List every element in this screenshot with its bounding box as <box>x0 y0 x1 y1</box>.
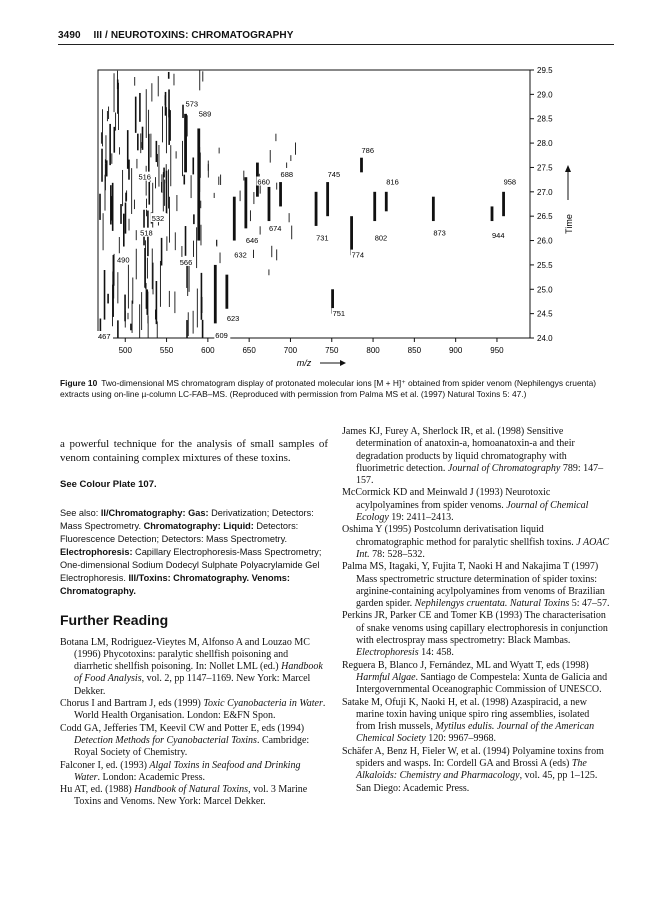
reference-details: . London: Academic Press. <box>97 771 206 783</box>
running-title: III / NEUROTOXINS: CHROMATOGRAPHY <box>93 30 294 41</box>
peak-label: 518 <box>140 228 153 238</box>
ion-spot <box>350 216 353 255</box>
ion-spot <box>432 197 435 221</box>
reference-item <box>60 760 328 785</box>
ion-spot <box>502 192 505 216</box>
reference-item <box>342 610 610 659</box>
reference-details: . Santiago de Compestela: Xunta de Galicia and Intergovernmental Oceanographic Commission of UNESCO. <box>356 671 608 696</box>
y-tick-label: 26.5 <box>537 212 553 222</box>
reference-details: 120: 9967–9968. <box>425 733 496 745</box>
y-tick-label: 28.0 <box>537 139 553 149</box>
ion-spot <box>233 197 236 241</box>
peak-label: 516 <box>138 172 151 182</box>
peak-label: 816 <box>386 177 399 187</box>
peak-label: 589 <box>198 109 212 119</box>
right-column <box>342 426 610 795</box>
see-also-link-electrophoresis[interactable]: Electrophoresis: <box>60 547 133 558</box>
reference-details: 19: 2411–2413. <box>388 512 454 524</box>
x-tick-label: 750 <box>325 346 339 355</box>
reference-item <box>342 426 610 487</box>
intro-paragraph: a powerful technique for the analysis of small samples of venom containing complex mixtures of these toxins. <box>60 438 328 464</box>
x-tick-label: 550 <box>159 346 174 355</box>
peak-label: 958 <box>503 177 517 187</box>
y-tick-label: 24.5 <box>537 309 553 319</box>
peak-label: 944 <box>492 231 505 241</box>
reference-title: Toxic Cyanobacteria in Water <box>203 698 323 710</box>
ion-spot <box>326 182 329 216</box>
peak-label: 731 <box>316 233 329 243</box>
y-tick-label: 29.0 <box>537 90 553 100</box>
reference-item <box>60 637 328 698</box>
reference-item <box>60 784 328 809</box>
x-tick-label: 900 <box>448 346 463 355</box>
y-tick-label: 26.0 <box>537 236 553 246</box>
peak-label: 566 <box>179 257 193 267</box>
x-tick-label: 650 <box>242 346 256 355</box>
see-also-text-1: Derivatization; Detectors: Mass Spectrometry. <box>60 508 314 532</box>
reference-authors: James KJ, Furey A, Sherlock IR, et al. (1998) Sensitive determination of anatoxin-a, homoanatoxin-a and their degradation products by liquid chromatography with fluorimetric detection. <box>342 426 575 474</box>
peak-label: 674 <box>268 223 282 233</box>
reference-details: . World Health Organisation. London: E&FN Spon. <box>74 698 326 722</box>
x-tick-label: 700 <box>283 346 298 355</box>
ion-spots <box>184 114 505 324</box>
see-also-link-liquid[interactable]: Chromatography: Liquid: <box>143 521 254 532</box>
see-also-link-toxins[interactable]: III/Toxins: Chromatography. Venoms: Chromatography. <box>60 573 290 597</box>
y-tick-label: 27.0 <box>537 187 553 197</box>
ion-spot <box>360 158 363 173</box>
ion-spot <box>385 192 388 211</box>
reference-authors: Chorus I and Bartram J, eds (1999) <box>60 698 204 710</box>
peak-label: 774 <box>351 250 365 260</box>
reference-title: Detection Methods for Cyanobacterial Toxins <box>74 734 257 746</box>
reference-title: Journal of Chromatography <box>447 462 561 474</box>
reference-item <box>342 746 610 795</box>
reference-item <box>342 487 610 524</box>
reference-details: , vol. 2, pp 1147–1169. New York: Marcel Dekker. <box>74 673 311 697</box>
y-axis-arrowhead <box>565 165 571 172</box>
further-reading-heading: Further Reading <box>60 612 169 629</box>
reference-authors: Reguera B, Blanco J, Fernández, ML and Wyatt T, eds (1998) <box>342 659 589 671</box>
reference-authors: Perkins JR, Parker CE and Tomer KB (1993) The characterisation of snake venoms using capillary electrophoresis in conjunction with electrospray mass spectrometry: Black Mambas. <box>342 610 608 647</box>
reference-item <box>342 697 610 746</box>
ion-spot <box>225 275 228 309</box>
reference-title: J AOAC Int. <box>356 536 610 560</box>
ion-spot <box>268 187 271 221</box>
ion-spot <box>373 192 376 221</box>
ion-spot <box>315 192 318 226</box>
see-also <box>60 507 328 598</box>
reference-title: Journal of Chemical Ecology <box>356 499 589 524</box>
peak-label: 802 <box>374 233 388 243</box>
reference-title: The Alkaloids: Chemistry and Pharmacology <box>356 758 587 782</box>
peak-label: 660 <box>257 177 270 187</box>
figure-label: Figure 10 <box>60 378 98 388</box>
ion-spot <box>184 114 187 172</box>
reference-list-right <box>342 426 610 795</box>
peak-label: 623 <box>226 313 240 323</box>
reference-authors: Hu AT, ed. (1988) <box>60 784 135 796</box>
reference-details: 5: 47–57. <box>569 598 610 610</box>
reference-title: Handbook of Food Analysis <box>74 661 323 685</box>
y-tick-label: 25.5 <box>537 260 553 270</box>
ion-spot <box>279 182 282 206</box>
see-also-link-gas[interactable]: II/Chromatography: Gas: <box>100 508 209 519</box>
reference-authors: Satake M, Ofuji K, Naoki H, et al. (1998) Azaspiracid, a new marine toxin having unique spiro ring assemblies, isolated from Irish mussels, <box>342 696 590 733</box>
reference-details: 78: 528–532. <box>369 548 425 560</box>
reference-item <box>60 698 328 723</box>
x-axis-ticks <box>119 338 505 355</box>
reference-authors: Codd GA, Jefferies TM, Keevil CW and Potter E, eds (1994) <box>60 722 305 734</box>
reference-title: Nephilengys cruentata. Natural Toxins <box>414 598 570 610</box>
peak-label: 751 <box>332 309 346 319</box>
reference-item <box>342 524 610 561</box>
colour-plate-note: See Colour Plate 107. <box>60 479 157 490</box>
reference-item <box>342 561 610 610</box>
peak-label: 873 <box>433 228 446 238</box>
figure-caption-text: Two-dimensional MS chromatogram display of protonated molecular ions [M + H]⁺ obtained from spider venom (Nephilengys cruenta) extracts using on-line µ-column LC-FAB–MS. (Reproduced with permission from Palma MS et al. (1997) Natural Toxins 5: 47.) <box>60 378 597 399</box>
y-tick-label: 24.0 <box>537 334 553 343</box>
reference-authors: Botana LM, Rodriguez-Vieytes M, Alfonso A and Louzao MC (1996) Phycotoxins: paralytic shellfish poisoning and diarrhetic shellfish poisoning. In: Nollet LML (ed.) <box>60 636 310 673</box>
ion-spot <box>491 206 494 221</box>
peak-label: 573 <box>185 99 199 109</box>
x-axis-label: m/z <box>296 358 312 368</box>
header-rule <box>58 44 614 45</box>
peak-label: 467 <box>98 332 111 341</box>
peak-label: 609 <box>215 331 228 340</box>
reference-authors: Palma MS, Itagaki, Y, Fujita T, Naoki H and Nakajima T (1997) Mass spectrometric structure determination of spider toxins: arginine-containing acylpolyamines from venoms of Brazilian garden spider. <box>342 561 605 610</box>
peak-label: 646 <box>245 235 259 245</box>
ion-spot <box>244 177 247 228</box>
reference-authors: McCormick KD and Meinwald J (1993) Neurotoxic acylpolyamines from spider venoms. <box>342 487 551 511</box>
see-also-text-3: Capillary Electrophoresis-Mass Spectrometry; One-dimensional Sodium Dodecyl Sulphate Polyacrylamide Gel Electrophoresis. <box>60 547 322 584</box>
peak-label: 632 <box>234 250 247 260</box>
reference-details: , vol. 3 Marine Toxins and Venoms. New York: Marcel Dekker. <box>74 784 308 808</box>
reference-title: Mytilus edulis. Journal of the American Chemical Society <box>356 721 595 745</box>
reference-details: , vol. 45, pp 1–125. San Diego: Academic Press. <box>356 770 598 794</box>
x-tick-label: 950 <box>490 346 504 355</box>
reference-item <box>60 723 328 760</box>
reference-details: 789: 147–157. <box>356 462 604 487</box>
reference-title: Harmful Algae <box>356 671 416 683</box>
y-tick-label: 29.5 <box>537 66 553 75</box>
reference-title: Handbook of Natural Toxins <box>134 784 249 796</box>
ion-spot <box>214 265 217 323</box>
x-tick-label: 850 <box>407 346 422 355</box>
y-axis-ticks <box>530 66 553 343</box>
y-tick-label: 27.5 <box>537 163 553 173</box>
peak-label: 786 <box>361 145 375 155</box>
peak-label: 532 <box>151 214 165 224</box>
running-header <box>58 30 294 41</box>
page-number: 3490 <box>58 30 81 41</box>
reference-authors: Schäfer A, Benz H, Fieler W, et al. (1994) Polyamine toxins from spiders and wasps. In: Cordell GA and Brossi A (eds) <box>342 745 604 770</box>
peak-label: 490 <box>116 255 130 265</box>
y-tick-label: 25.0 <box>537 285 553 295</box>
ms-chromatogram-figure <box>58 60 618 372</box>
reference-item <box>342 660 610 697</box>
peak-label: 745 <box>327 170 341 180</box>
x-tick-label: 500 <box>118 346 132 355</box>
y-tick-label: 28.5 <box>537 114 553 124</box>
see-also-lead: See also: <box>60 508 101 519</box>
y-axis-label: Time <box>564 214 574 234</box>
x-tick-label: 600 <box>201 346 215 355</box>
x-tick-label: 800 <box>366 346 380 355</box>
see-also-text-2: Detectors: Fluorescence Detection; Detectors: Mass Spectrometry. <box>60 521 299 545</box>
reference-details: 14: 458. <box>418 647 454 659</box>
reference-authors: Falconer I, ed. (1993) <box>60 759 150 771</box>
reference-list-left <box>60 637 328 809</box>
peak-label: 688 <box>280 170 294 180</box>
ion-spot <box>197 128 200 240</box>
reference-authors: Oshima Y (1995) Postcolumn derivatisation liquid chromatographic method for paralytic shellfish toxins. <box>342 524 577 548</box>
reference-details: . Cambridge: Royal Society of Chemistry. <box>74 734 310 759</box>
left-column <box>60 426 328 809</box>
reference-title: Algal Toxins in Seafood and Drinking Water <box>74 759 301 783</box>
figure-caption <box>60 378 610 399</box>
reference-title: Electrophoresis <box>356 647 419 659</box>
x-axis-arrowhead <box>340 360 346 366</box>
